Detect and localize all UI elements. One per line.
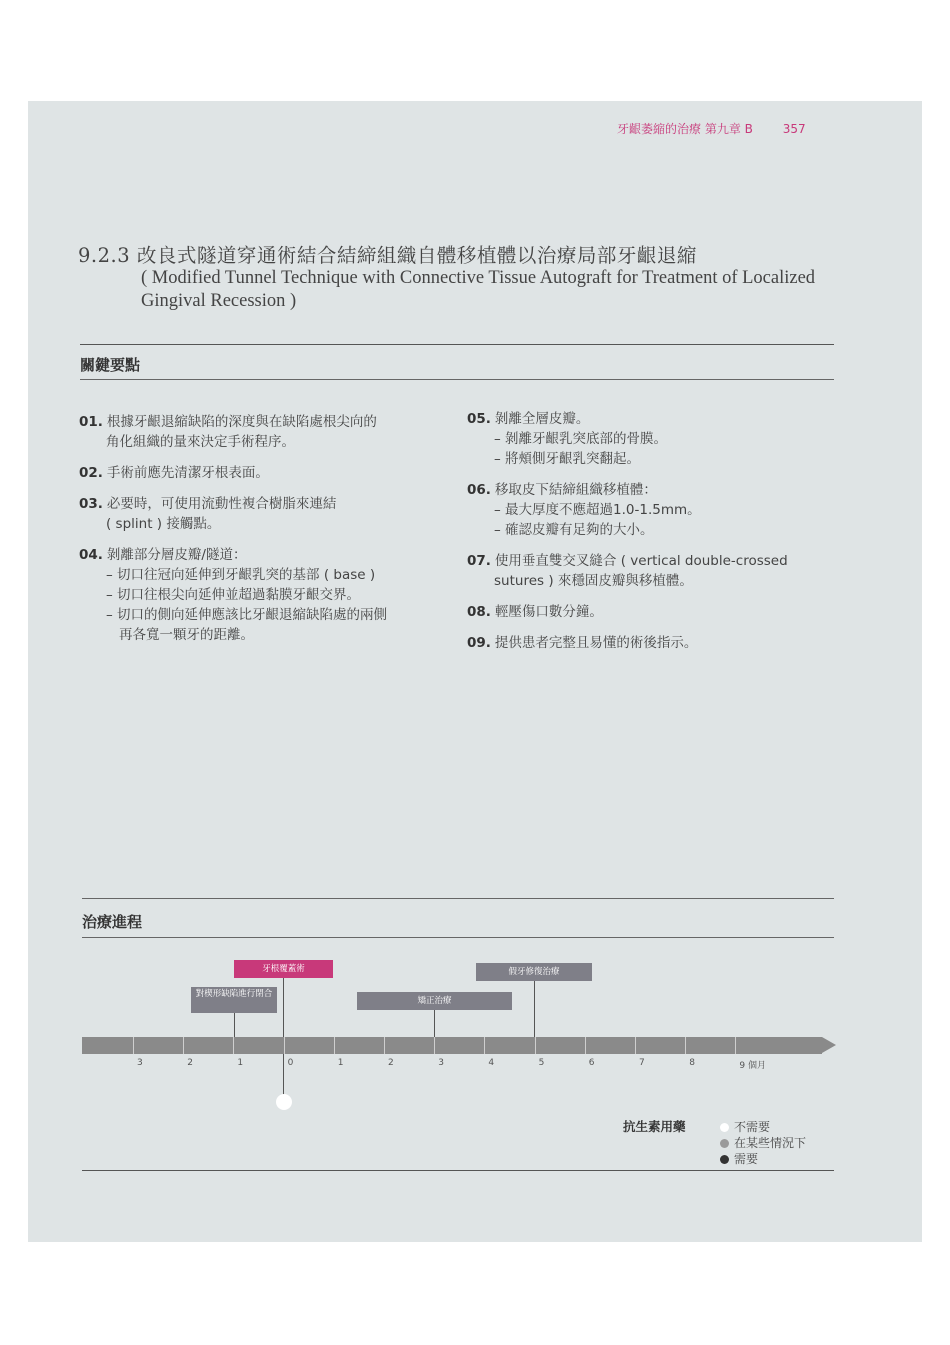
sub-point: – 切口的側向延伸應該比牙齦退縮缺陷處的兩側 (106, 607, 388, 623)
timeline-tick (735, 1037, 736, 1054)
timeline-tick-label: 1 (237, 1058, 244, 1068)
timeline-tick-label: 7 (639, 1058, 645, 1068)
legend-title: 抗生素用藥 (623, 1119, 686, 1134)
timeline-tick (334, 1037, 335, 1054)
legend-label: 不需要 (734, 1120, 771, 1134)
legend-item-required (720, 1151, 806, 1167)
key-point-01 (79, 412, 459, 452)
sub-point: – 剝離牙齦乳突底部的骨膜。 (494, 431, 668, 447)
timeline-tick (685, 1037, 686, 1054)
point-number: 09. (467, 635, 491, 651)
divider-top (80, 344, 834, 345)
timeline-bar (82, 1037, 822, 1054)
point-text: 手術前應先清潔牙根表面。 (106, 465, 269, 481)
sub-point: – 切口往冠向延伸到牙齦乳突的基部 ( base ) (106, 567, 376, 583)
wedge-defect-box: 對楔形缺陷進行閉合 (191, 987, 277, 1013)
timeline-tick (133, 1037, 134, 1054)
legend-item-none (720, 1119, 806, 1135)
timeline-tick-label: 2 (388, 1058, 394, 1068)
gray-dot-icon (720, 1139, 729, 1148)
timeline-tick (384, 1037, 385, 1054)
page-number: 357 (782, 122, 806, 136)
key-point-03 (79, 494, 459, 534)
point-text: 移取皮下結締組織移植體： (494, 482, 657, 498)
key-point-04 (79, 545, 459, 645)
timeline-tick-label: 6 (588, 1058, 595, 1068)
point-text: 提供患者完整且易懂的術後指示。 (494, 635, 698, 651)
divider-bottom (82, 1170, 834, 1171)
running-header (617, 120, 806, 137)
timeline-tick-label: 4 (488, 1058, 495, 1068)
key-point-08 (467, 602, 827, 622)
black-dot-icon (720, 1155, 729, 1164)
key-point-09 (467, 633, 827, 653)
timeline-arrow-icon (822, 1037, 836, 1053)
point-number: 05. (467, 411, 491, 427)
timeline-tick-label: 9 個月 (739, 1061, 766, 1071)
timeline-tick (233, 1037, 234, 1054)
point-text: 輕壓傷口數分鐘。 (494, 604, 603, 620)
point-text-cont: sutures ) 來穩固皮瓣與移植體。 (494, 573, 693, 589)
timeline-tick (183, 1037, 184, 1054)
point-number: 07. (467, 553, 491, 569)
legend-label: 在某些情況下 (734, 1136, 807, 1150)
point-number: 08. (467, 604, 491, 620)
key-points-left-column (79, 412, 459, 656)
antibiotic-legend (720, 1119, 806, 1167)
divider-timeline-top (82, 898, 834, 899)
divider-timeline (82, 937, 834, 938)
timeline-tick-label: 5 (538, 1058, 545, 1068)
antibiotic-none-marker (276, 1094, 292, 1110)
legend-label: 需要 (734, 1152, 759, 1166)
sub-point-cont: 再各寬一顆牙的距離。 (119, 627, 254, 643)
point-number: 04. (79, 547, 103, 563)
point-number: 01. (79, 414, 103, 430)
point-text: 剝離部分層皮瓣/隧道： (106, 547, 247, 563)
root-coverage-box: 牙根覆蓋術 (234, 960, 333, 978)
point-text: 剝離全層皮瓣。 (494, 411, 590, 427)
running-title: 牙齦萎縮的治療 第九章 B (617, 122, 753, 136)
point-number: 02. (79, 465, 103, 481)
point-number: 06. (467, 482, 491, 498)
point-text: 必要時，可使用流動性複合樹脂來連結 (106, 496, 337, 512)
divider-key-points (80, 379, 834, 380)
timeline-tick (535, 1037, 536, 1054)
timeline-heading: 治療進程 (82, 913, 143, 931)
key-point-07 (467, 551, 827, 591)
timeline-tick-label: 3 (137, 1058, 143, 1068)
timeline-tick-label: 2 (187, 1058, 193, 1068)
section-title: 9.2.3 改良式隧道穿通術結合結締組織自體移植體以治療局部牙齦退縮 (78, 244, 697, 267)
timeline-tick-label: 8 (689, 1058, 695, 1068)
timeline-tick-label: 0 (287, 1058, 294, 1068)
sub-point: – 切口往根尖向延伸並超過黏膜牙齦交界。 (106, 587, 361, 603)
sub-point: – 確認皮瓣有足夠的大小。 (494, 522, 654, 538)
timeline-tick (284, 1037, 285, 1054)
section-subtitle: ( Modified Tunnel Technique with Connective Tissue Autograft for Treatment of Localized Gingival Recession ) (141, 268, 816, 311)
key-point-02 (79, 463, 459, 483)
timeline-tick (585, 1037, 586, 1054)
point-text: 使用垂直雙交叉縫合 ( vertical double-crossed (494, 553, 788, 569)
timeline-tick (434, 1037, 435, 1054)
key-point-06 (467, 480, 827, 540)
timeline-tick-label: 1 (337, 1058, 344, 1068)
sub-point: – 最大厚度不應超過1.0-1.5mm。 (494, 502, 701, 518)
prosthetic-box: 假牙修復治療 (476, 963, 592, 981)
point-text-cont: ( splint ) 接觸點。 (106, 516, 221, 532)
point-text-cont: 角化組織的量來決定手術程序。 (106, 434, 295, 450)
timeline-tick-label: 3 (438, 1058, 444, 1068)
point-text: 根據牙齦退縮缺陷的深度與在缺陷處根尖向的 (106, 414, 377, 430)
key-point-05 (467, 409, 827, 469)
point-number: 03. (79, 496, 103, 512)
ortho-box: 矯正治療 (357, 992, 512, 1010)
timeline-tick (635, 1037, 636, 1054)
white-dot-icon (720, 1123, 729, 1132)
key-points-right-column (467, 409, 827, 664)
timeline-tick (484, 1037, 485, 1054)
legend-item-sometimes (720, 1135, 806, 1151)
sub-point: – 將頰側牙齦乳突翻起。 (494, 451, 641, 467)
key-points-heading: 關鍵要點 (80, 356, 141, 374)
